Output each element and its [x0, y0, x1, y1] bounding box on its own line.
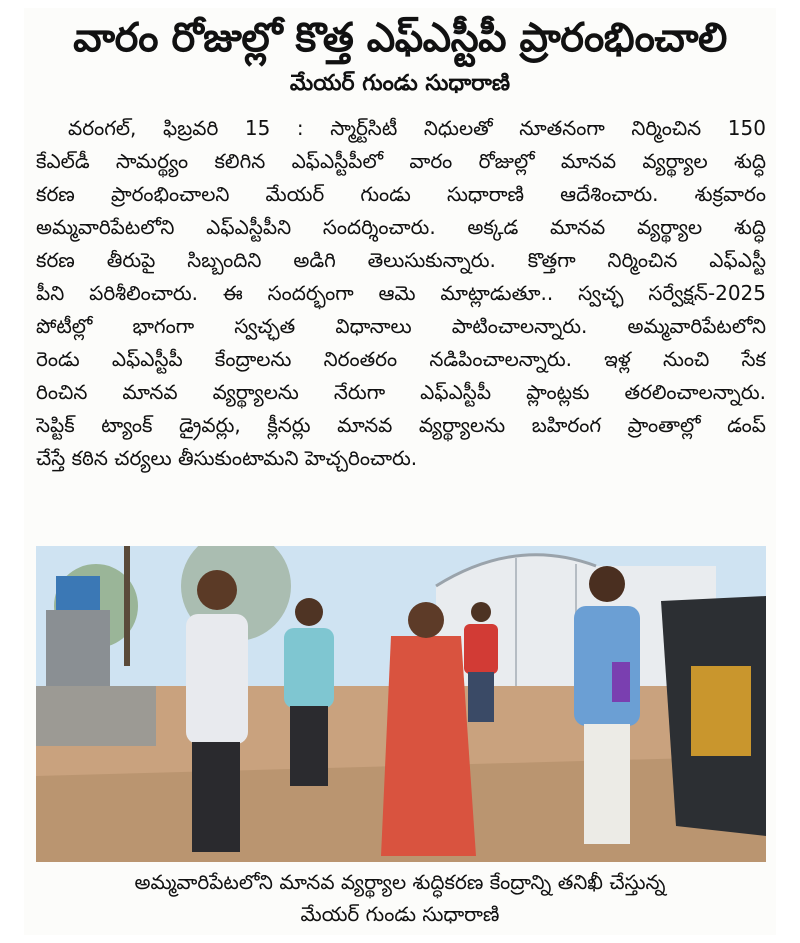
mayor-saree [381, 636, 476, 856]
news-photo [36, 546, 766, 862]
person-blue-shirt [574, 606, 640, 726]
person-trousers [468, 672, 494, 722]
photo-caption [24, 866, 776, 930]
newspaper-clipping [24, 8, 776, 935]
caption-line: మేయర్ గుండు సుధారాణి [300, 902, 500, 926]
article-line: కరణ ప్రారంభించాలని మేయర్ గుండు సుధారాణి ఆదేశించారు. శుక్రవారం [36, 182, 766, 206]
headline: వారం రోజుల్లో కొత్త ఎఫ్ఎస్టీపీ ప్రారంభించాలి [73, 15, 727, 61]
article-line: వరంగల్, ఫిబ్రవరి 15 : స్మార్ట్‌సిటీ నిధులతో నూతనంగా నిర్మించిన 150 [68, 116, 766, 140]
person-red-shirt [464, 624, 498, 674]
person-head [197, 570, 237, 610]
person-white-shirt [186, 614, 248, 744]
person-head [295, 598, 323, 626]
person-head [471, 602, 491, 622]
article-line: రెండు ఎఫ్ఎస్టీపీ కేంద్రాలను నిరంతరం నడిపించాలన్నారు. ఇళ్ల నుంచి సేక [36, 347, 766, 371]
article-line: అమ్మవారిపేటలోని ఎఫ్ఎస్టీపీని సందర్శించారు. అక్కడ మానవ వ్యర్థ్యాల శుద్ధి [36, 215, 766, 239]
auto-rickshaw-panel [691, 666, 751, 756]
tree-trunk [124, 546, 130, 666]
caption-line: అమ్మవారిపేటలోని మానవ వ్యర్థ్యాల శుద్ధికరణ కేంద్రాన్ని తనిఖీ చేస్తున్న [134, 870, 666, 894]
article-line: చేస్తే కఠిన చర్యలు తీసుకుంటామని హెచ్చరించారు. [36, 446, 418, 470]
water-tank [56, 576, 100, 610]
person-teal-shirt [284, 628, 334, 708]
article-line: పీని పరిశీలించారు. ఈ సందర్భంగా ఆమె మాట్లాడుతూ.. స్వచ్ఛ సర్వేక్షన్-2025 [36, 281, 766, 305]
article-line: రించిన మానవ వ్యర్థ్యాలను నేరుగా ఎఫ్ఎస్టీపీ ప్లాంట్లకు తరలించాలన్నారు. [36, 380, 766, 404]
person-trousers [192, 742, 240, 852]
inspection-photo [36, 546, 766, 862]
byline: మేయర్ గుండు సుధారాణి [289, 71, 511, 96]
person-trousers [584, 724, 630, 844]
person-trousers [290, 706, 328, 786]
mayor-head [408, 602, 444, 638]
boundary-wall [36, 686, 156, 746]
article-line: సెప్టిక్ ట్యాంక్ డ్రైవర్లు, క్లీనర్లు మానవ వ్యర్థ్యాలను బహిరంగ ప్రాంతాల్లో డంప్ [36, 413, 766, 437]
article-body [36, 112, 766, 475]
person-head [589, 566, 625, 602]
article-line: కరణ తీరుపై సిబ్బందిని అడిగి తెలుసుకున్నారు. కొత్తగా నిర్మించిన ఎఫ్ఎస్టీ [36, 248, 766, 272]
article-line: కేఎల్‌డీ సామర్థ్యం కలిగిన ఎఫ్ఎస్టీపీలో వారం రోజుల్లో మానవ వ్యర్థ్యాల శుద్ధి [36, 149, 766, 173]
purple-folder [612, 662, 630, 702]
tank-structure [46, 610, 110, 690]
article-line: పోటీల్లో భాగంగా స్వచ్ఛత విధానాలు పాటించాలన్నారు. అమ్మవారిపేటలోని [36, 314, 766, 338]
